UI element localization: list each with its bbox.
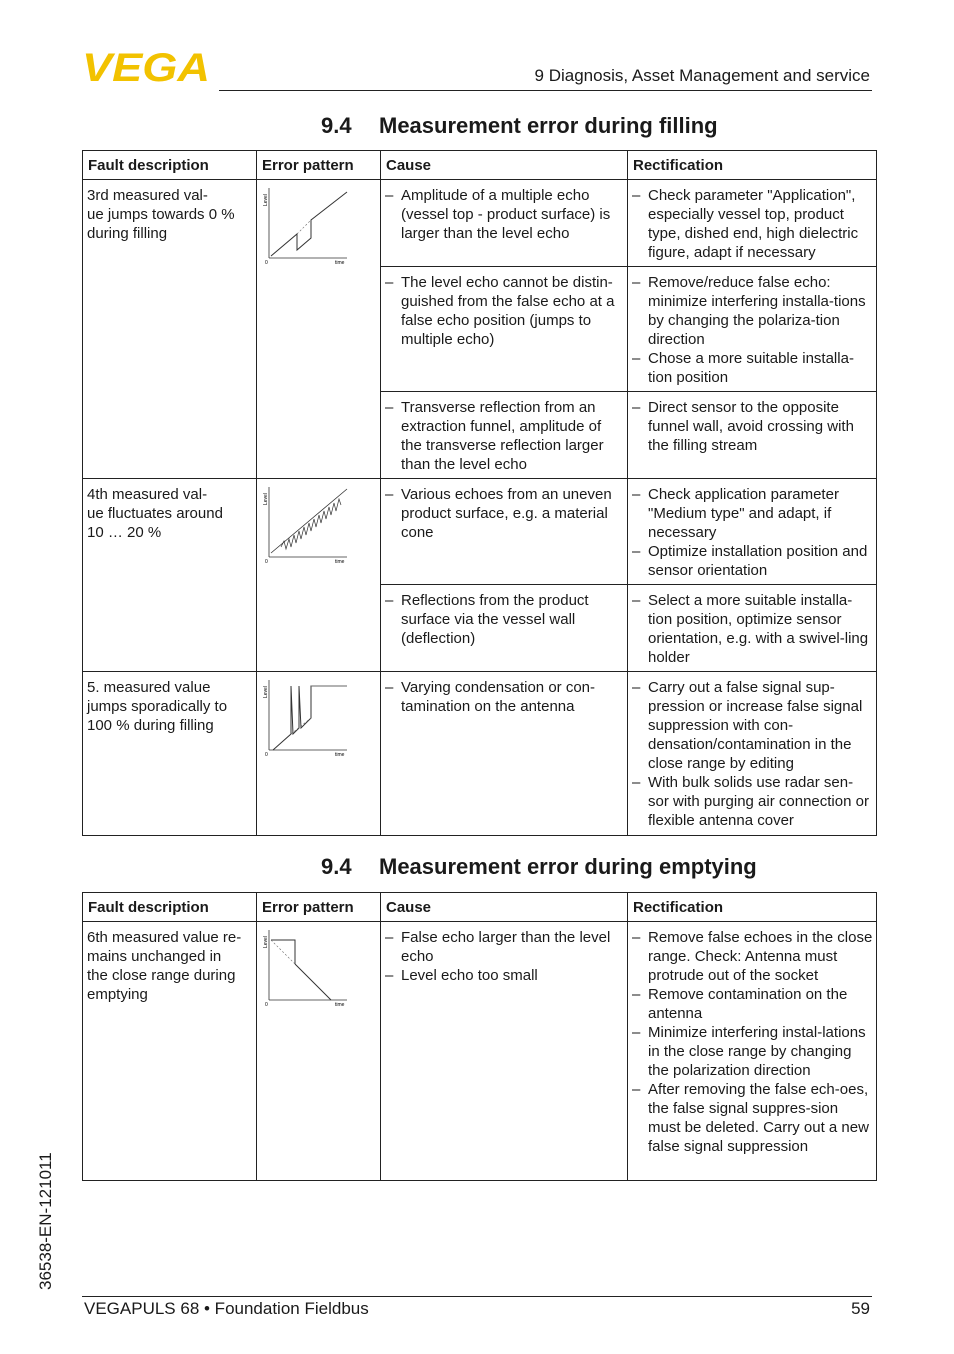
svg-text:Level: Level xyxy=(263,493,269,505)
page-number: 59 xyxy=(851,1299,870,1318)
header-divider xyxy=(219,90,872,91)
section-number: 9.4 xyxy=(321,854,352,879)
rectification-cell: – Check application parameter "Medium type" and adapt, if necessary – Optimize installation position and sensor orientation xyxy=(628,479,877,585)
error-pattern-graph xyxy=(257,672,381,836)
rectification-cell: – Direct sensor to the opposite funnel wall, avoid crossing with the filling stream xyxy=(628,392,877,479)
footer-divider xyxy=(82,1296,872,1297)
column-header: Error pattern xyxy=(257,151,381,180)
column-header: Rectification xyxy=(628,151,877,180)
footer-product: VEGAPULS 68 • Foundation Fieldbus xyxy=(84,1299,369,1318)
column-header: Rectification xyxy=(628,893,877,922)
error-pattern-graph xyxy=(257,479,381,672)
error-pattern-spike-chart xyxy=(261,678,349,758)
svg-text:0: 0 xyxy=(265,752,268,758)
filling-error-table xyxy=(82,150,877,836)
svg-text:time: time xyxy=(335,1002,345,1008)
section-title-emptying xyxy=(321,854,757,880)
column-header: Fault description xyxy=(83,893,257,922)
section-title-filling xyxy=(321,113,718,139)
rectification-cell: – Remove/reduce false echo: minimize interfering installa-tions by changing the polariza-tion direction – Chose a more suitable installa-tion position xyxy=(628,267,877,392)
cause-cell: – Transverse reflection from an extraction funnel, amplitude of the transverse reflection larger than the level echo xyxy=(381,392,628,479)
fault-description: 3rd measured val- ue jumps towards 0 % during filling xyxy=(83,180,257,479)
cause-cell: – Various echoes from an uneven product surface, e.g. a material cone xyxy=(381,479,628,585)
svg-text:0: 0 xyxy=(265,559,268,565)
cause-cell: – Amplitude of a multiple echo (vessel top - product surface) is larger than the level echo xyxy=(381,180,628,267)
section-heading: Measurement error during emptying xyxy=(379,854,757,879)
rectification-cell: – Check parameter "Application", especially vessel top, product type, dished end, high dielectric figure, adapt if necessary xyxy=(628,180,877,267)
svg-text:0: 0 xyxy=(265,260,268,266)
rectification-cell: – Select a more suitable installa-tion position, optimize sensor orientation, e.g. with a swivel-ling holder xyxy=(628,585,877,672)
document-number: 36538-EN-121011 xyxy=(36,1152,55,1290)
svg-text:VEGA: VEGA xyxy=(82,50,210,84)
fault-description: 6th measured value re- mains unchanged in the close range during emptying xyxy=(83,922,257,1181)
cause-cell: – False echo larger than the level echo – Level echo too small xyxy=(381,922,628,1181)
emptying-error-table xyxy=(82,892,877,1181)
svg-text:time: time xyxy=(335,559,345,565)
error-pattern-graph xyxy=(257,922,381,1181)
svg-text:Level: Level xyxy=(263,686,269,698)
cause-cell: – Reflections from the product surface via the vessel wall (deflection) xyxy=(381,585,628,672)
column-header: Fault description xyxy=(83,151,257,180)
error-pattern-stuck-chart xyxy=(261,928,349,1008)
header-section-title: 9 Diagnosis, Asset Management and service xyxy=(534,66,870,85)
svg-text:0: 0 xyxy=(265,1002,268,1008)
error-pattern-fluctuation-chart xyxy=(261,485,349,565)
vega-logo xyxy=(82,50,212,84)
column-header: Cause xyxy=(381,893,628,922)
column-header: Cause xyxy=(381,151,628,180)
rectification-cell: – Carry out a false signal sup-pression or increase false signal suppression with con-densation/contamination in the close range by editing – With bulk solids use radar sen-sor with purging air connection or flexible antenna cover xyxy=(628,672,877,836)
svg-text:time: time xyxy=(335,260,345,266)
error-pattern-graph xyxy=(257,180,381,479)
cause-cell: – The level echo cannot be distin-guished from the false echo at a false echo position (jumps to multiple echo) xyxy=(381,267,628,392)
error-pattern-jump-chart xyxy=(261,186,349,266)
column-header: Error pattern xyxy=(257,893,381,922)
svg-text:Level: Level xyxy=(263,194,269,206)
section-number: 9.4 xyxy=(321,113,352,138)
svg-text:time: time xyxy=(335,752,345,758)
cause-cell: – Varying condensation or con-tamination on the antenna xyxy=(381,672,628,836)
fault-description: 4th measured val- ue fluctuates around 10 … 20 % xyxy=(83,479,257,672)
svg-text:Level: Level xyxy=(263,936,269,948)
rectification-cell: – Remove false echoes in the close range. Check: Antenna must protrude out of the socket – Remove contamination on the antenna – Minimize interfering instal-lations in the close range by changing the polarization direction – After removing the false ech-oes, the false signal suppres-sion must be deleted. Carry out a new false signal suppression xyxy=(628,922,877,1181)
section-heading: Measurement error during filling xyxy=(379,113,718,138)
fault-description: 5. measured value jumps sporadically to 100 % during filling xyxy=(83,672,257,836)
